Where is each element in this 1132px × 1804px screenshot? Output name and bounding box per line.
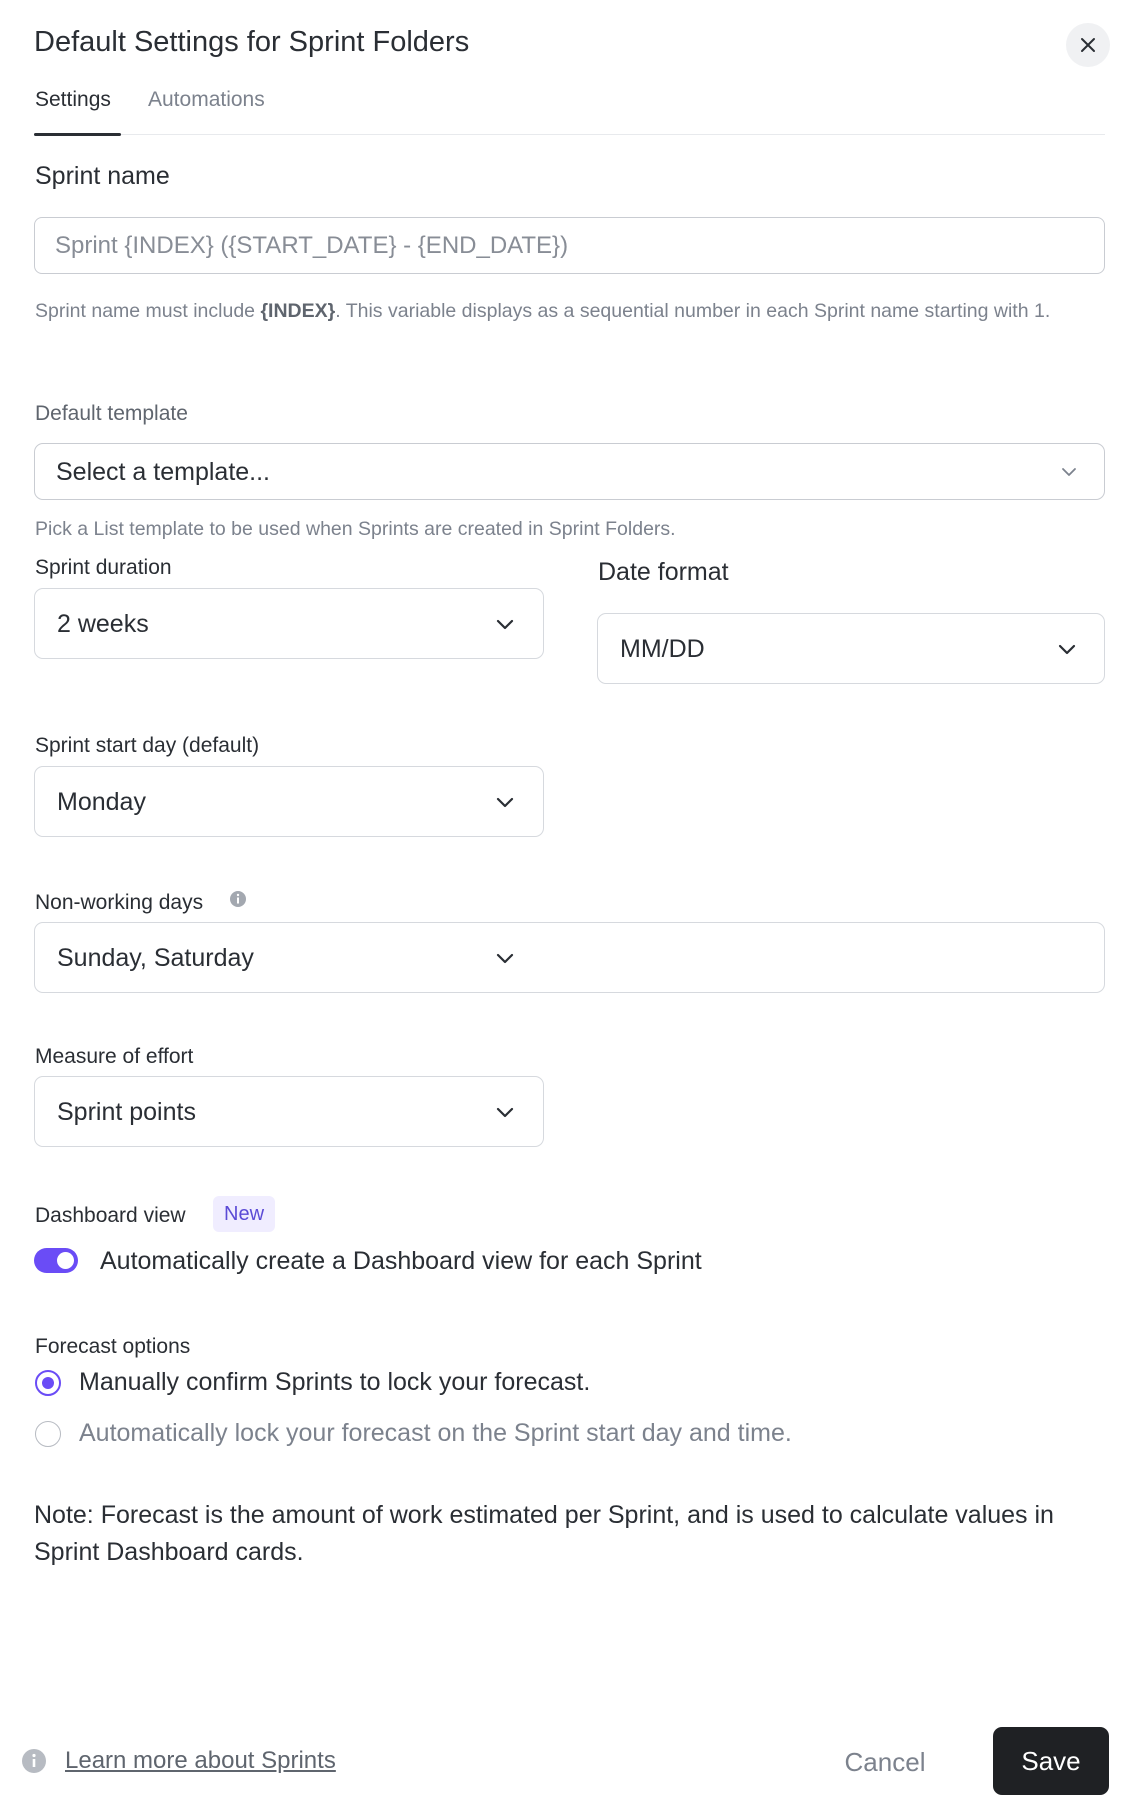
sprint-name-input[interactable] — [34, 217, 1105, 274]
toggle-knob — [57, 1252, 74, 1269]
forecast-option-auto-radio[interactable] — [35, 1421, 61, 1447]
date-format-label: Date format — [598, 558, 729, 586]
chevron-down-icon — [496, 619, 514, 630]
chevron-down-icon — [1058, 644, 1076, 655]
sprint-name-help-suffix: . This variable displays as a sequential number in each Sprint name starting with 1. — [335, 300, 1051, 322]
tabs-divider — [34, 134, 1105, 135]
measure-of-effort-select[interactable] — [34, 1076, 544, 1147]
tab-automations[interactable]: Automations — [148, 88, 265, 111]
radio-selected-dot — [42, 1377, 54, 1389]
sprint-duration-label: Sprint duration — [35, 556, 172, 579]
forecast-options-label: Forecast options — [35, 1335, 191, 1358]
cancel-button[interactable]: Cancel — [844, 1746, 926, 1777]
sprint-start-day-label: Sprint start day (default) — [35, 734, 260, 757]
save-button[interactable]: Save — [993, 1727, 1109, 1795]
info-icon[interactable] — [229, 890, 247, 908]
chevron-down-icon — [496, 953, 514, 964]
default-template-label: Default template — [35, 402, 188, 425]
learn-more-link[interactable]: Learn more about Sprints — [65, 1747, 336, 1774]
default-template-select[interactable] — [34, 443, 1105, 500]
measure-of-effort-value: Sprint points — [57, 1098, 196, 1126]
non-working-days-label: Non-working days — [35, 891, 204, 914]
sprint-name-help — [35, 300, 1095, 322]
sprint-name-help-variable: {INDEX} — [260, 300, 336, 322]
sprint-start-day-value: Monday — [57, 788, 146, 816]
date-format-value: MM/DD — [620, 635, 705, 663]
dialog-title: Default Settings for Sprint Folders — [34, 26, 470, 58]
sprint-duration-value: 2 weeks — [57, 610, 149, 638]
info-icon — [21, 1748, 47, 1774]
dashboard-view-toggle-label: Automatically create a Dashboard view for each Sprint — [100, 1247, 702, 1275]
close-icon — [1080, 37, 1096, 53]
default-template-value: Select a template... — [56, 458, 271, 486]
non-working-days-select[interactable] — [34, 922, 1105, 993]
default-template-help: Pick a List template to be used when Sprints are created in Sprint Folders. — [35, 518, 676, 540]
forecast-note: Note: Forecast is the amount of work estimated per Sprint, and is used to calculate values in Sprint Dashboard cards. — [34, 1501, 1054, 1566]
sprint-name-label: Sprint name — [35, 162, 170, 190]
dashboard-view-toggle[interactable] — [34, 1248, 78, 1273]
close-button[interactable] — [1066, 23, 1110, 67]
sprint-name-help-prefix: Sprint name must include — [35, 300, 261, 322]
dashboard-view-label: Dashboard view — [35, 1204, 186, 1227]
tab-settings[interactable]: Settings — [35, 88, 111, 111]
chevron-down-icon — [1061, 467, 1077, 477]
non-working-days-value: Sunday, Saturday — [57, 944, 254, 972]
measure-of-effort-label: Measure of effort — [35, 1045, 194, 1068]
forecast-option-manual-radio[interactable] — [35, 1370, 61, 1396]
forecast-option-manual-label[interactable]: Manually confirm Sprints to lock your forecast. — [79, 1368, 591, 1396]
sprint-start-day-select[interactable] — [34, 766, 544, 837]
active-tab-indicator — [34, 133, 121, 136]
date-format-select[interactable] — [597, 613, 1105, 684]
forecast-option-auto-label[interactable]: Automatically lock your forecast on the Sprint start day and time. — [79, 1419, 792, 1447]
chevron-down-icon — [496, 797, 514, 808]
chevron-down-icon — [496, 1107, 514, 1118]
new-badge: New — [213, 1196, 275, 1232]
sprint-duration-select[interactable] — [34, 588, 544, 659]
